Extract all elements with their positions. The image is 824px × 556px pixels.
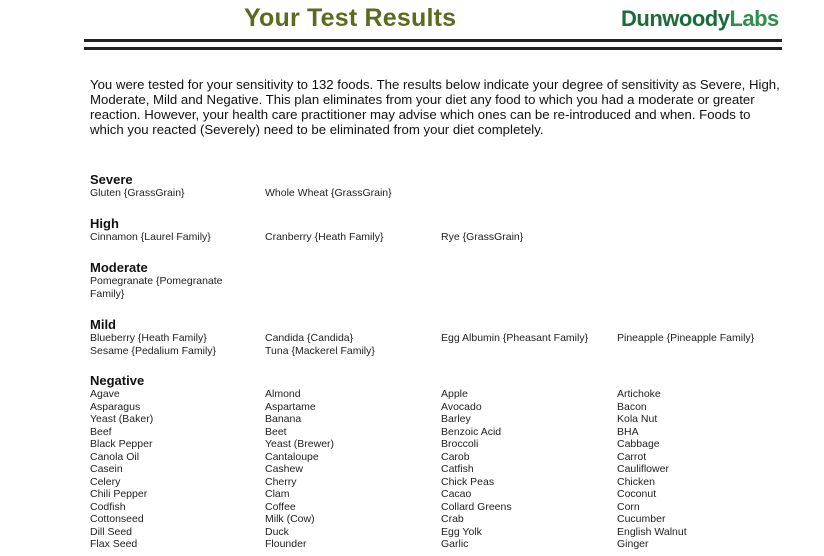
food-item: Benzoic Acid [441, 425, 502, 438]
food-item: Carrot [617, 450, 647, 463]
food-item: Blueberry {Heath Family} [90, 332, 207, 344]
food-item: Whole Wheat {GrassGrain} [265, 187, 392, 199]
food-item: Milk (Cow) [265, 513, 315, 525]
food-item: Casein [90, 463, 123, 475]
food-item: Cabbage [617, 438, 660, 450]
food-item: Flounder [265, 538, 307, 550]
logo-text-secondary: Labs [729, 6, 779, 31]
food-item: Flax Seed [90, 538, 138, 550]
food-item: Cottonseed [90, 513, 144, 525]
food-item: Agave [90, 388, 120, 400]
section-moderate [90, 260, 777, 300]
food-item: Cucumber [617, 513, 666, 525]
food-item: Clam [265, 488, 290, 500]
section-mild [90, 317, 777, 357]
food-item: Sesame {Pedalium Family} [90, 344, 217, 357]
food-item: Collard Greens [441, 500, 512, 513]
section-heading: Negative [90, 373, 145, 388]
food-item: Kola Nut [617, 413, 658, 425]
section-heading: Severe [90, 172, 133, 187]
food-item: Apple [441, 388, 468, 400]
food-item: Rye {GrassGrain} [441, 231, 524, 243]
food-item: Black Pepper [90, 438, 153, 450]
food-item: Avocado [441, 400, 482, 413]
negative-food-grid [90, 388, 777, 551]
intro-paragraph: You were tested for your sensitivity to 132 foods. The results below indicate your degree of sensitivity as Severe, High, Moderate, Mild and Negative. This plan eliminates from your diet any food to which you had a moderate or greater reaction. However, your health care practitioner may advise which ones can be re-introduced and when. Foods to which you reacted (Severely) need to be eliminated from your diet completely. [90, 77, 780, 137]
food-item: Pineapple {Pineapple Family} [617, 332, 755, 344]
food-item: Cauliflower [617, 463, 669, 475]
food-item: Chili Pepper [90, 488, 148, 500]
food-item: Egg Albumin {Pheasant Family} [441, 332, 589, 344]
food-item: Canola Oil [90, 450, 140, 463]
food-item: Egg Yolk [441, 525, 482, 538]
food-item: Beet [265, 425, 287, 438]
food-item: Chicken [617, 475, 655, 488]
food-item: Dill Seed [90, 525, 133, 538]
food-item: Codfish [90, 500, 126, 513]
food-item: BHA [617, 425, 639, 438]
food-item: Pomegranate {Pomegranate Family} [90, 275, 223, 300]
food-item: Cantaloupe [265, 450, 319, 463]
section-severe [90, 172, 777, 200]
food-item: Tuna {Mackerel Family} [265, 344, 375, 357]
food-item: Asparagus [90, 400, 141, 413]
section-heading: Mild [90, 317, 116, 332]
food-item: Gluten {GrassGrain} [90, 187, 185, 199]
section-high [90, 216, 777, 244]
company-logo [621, 6, 779, 32]
section-heading: Moderate [90, 260, 148, 275]
food-item: Coconut [617, 488, 657, 500]
food-item: English Walnut [617, 525, 687, 538]
food-item: Duck [265, 525, 289, 538]
food-item: Almond [265, 388, 301, 400]
food-item: Yeast (Brewer) [265, 438, 335, 450]
food-item: Chick Peas [441, 475, 495, 488]
section-negative [90, 373, 777, 551]
food-item: Banana [265, 413, 302, 425]
food-item: Cranberry {Heath Family} [265, 231, 384, 243]
food-item: Cinnamon {Laurel Family} [90, 231, 211, 243]
food-item: Coffee [265, 500, 296, 513]
food-item: Cherry [265, 475, 297, 488]
food-item: Beef [90, 425, 112, 438]
food-item: Celery [90, 475, 121, 488]
food-item: Bacon [617, 400, 647, 413]
section-heading: High [90, 216, 119, 231]
header-divider-bottom [84, 47, 782, 50]
food-item: Garlic [441, 538, 469, 550]
food-item: Aspartame [265, 400, 316, 413]
food-item: Cacao [441, 488, 472, 500]
food-item: Catfish [441, 463, 474, 475]
food-item: Carob [441, 450, 470, 463]
food-item: Crab [441, 513, 464, 525]
food-item: Candida {Candida} [265, 332, 354, 344]
food-item: Corn [617, 500, 640, 513]
logo-text-primary: Dunwoody [621, 6, 730, 31]
food-item: Barley [441, 413, 471, 425]
food-item: Broccoli [441, 438, 479, 450]
page-title: Your Test Results [244, 4, 457, 32]
food-item: Yeast (Baker) [90, 413, 154, 425]
food-item: Ginger [617, 538, 649, 550]
food-item: Artichoke [617, 388, 661, 400]
header-divider-top [84, 39, 782, 42]
food-item: Cashew [265, 463, 303, 475]
